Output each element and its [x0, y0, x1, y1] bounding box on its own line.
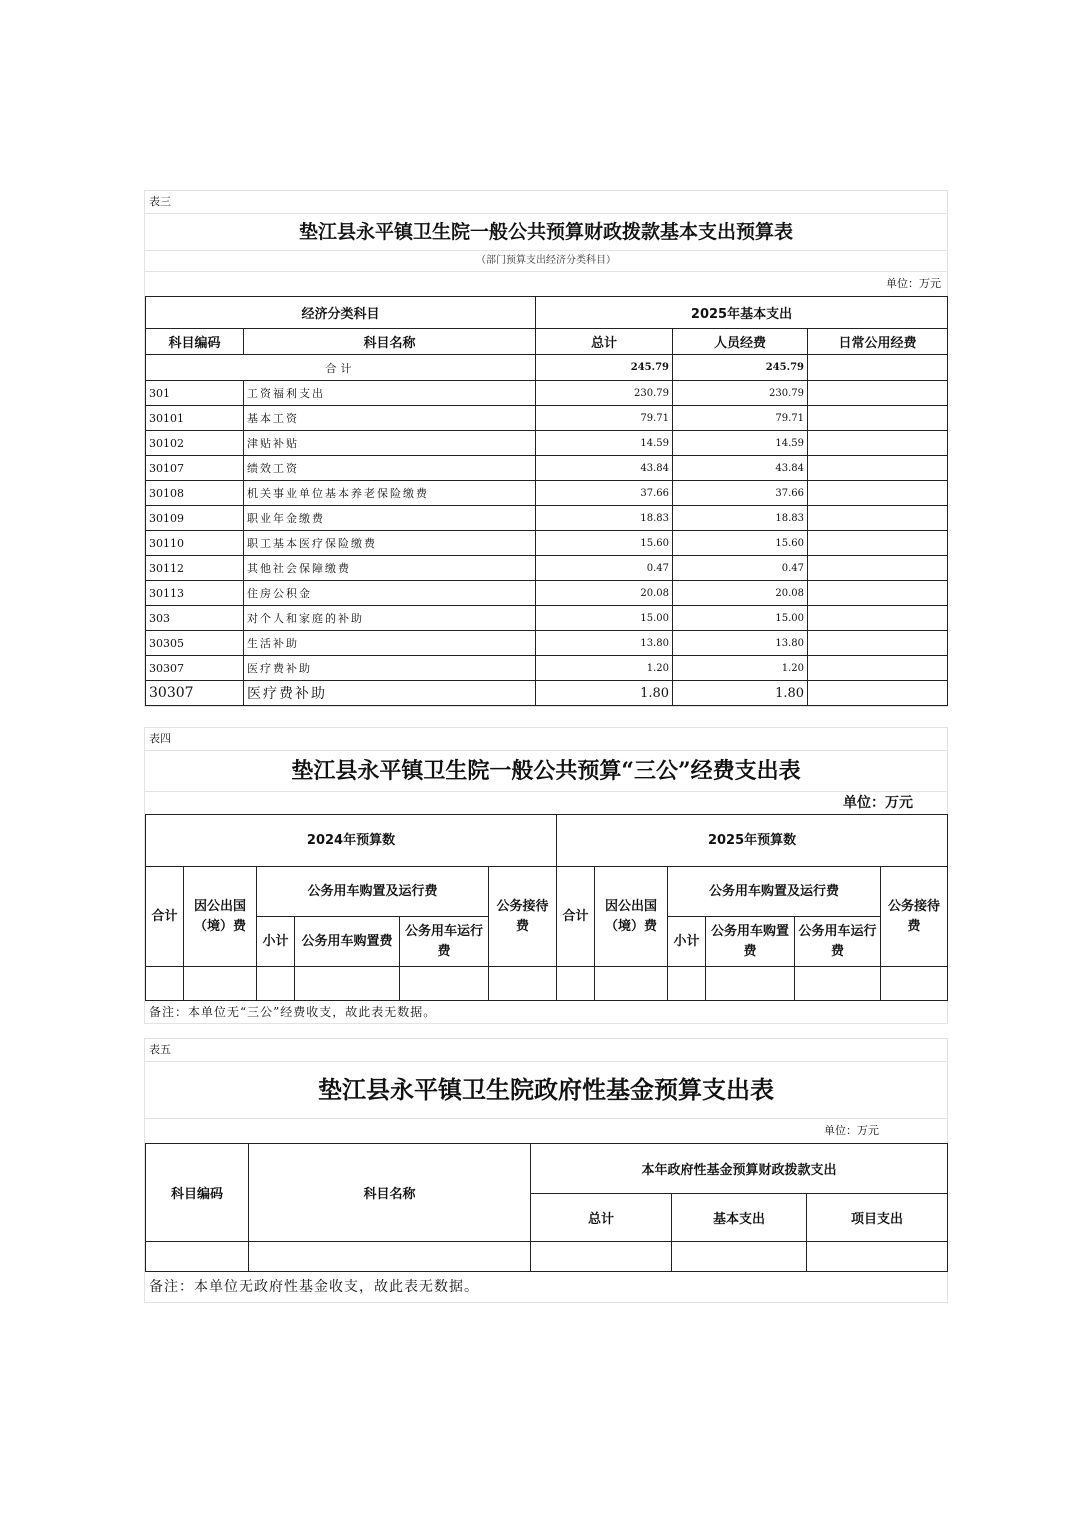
row-code: 30307	[146, 656, 244, 681]
abroad-2025-header: 因公出国（境）费	[595, 867, 668, 967]
row-personnel: 0.47	[673, 556, 808, 581]
row-public	[808, 381, 948, 406]
row-public	[808, 481, 948, 506]
row-public	[808, 581, 948, 606]
row-name: 绩效工资	[244, 456, 536, 481]
total-total: 245.79	[536, 355, 673, 381]
row-total: 15.00	[536, 606, 673, 631]
col-name-header: 科目名称	[249, 1144, 531, 1242]
table-3-tag: 表三	[145, 191, 947, 214]
vehicle-2025-header: 公务用车购置及运行费	[668, 867, 881, 917]
row-public	[808, 656, 948, 681]
row-code: 30112	[146, 556, 244, 581]
row-personnel: 18.83	[673, 506, 808, 531]
col-code-header: 科目编码	[146, 1144, 249, 1242]
row-name: 职工基本医疗保险缴费	[244, 531, 536, 556]
row-total: 43.84	[536, 456, 673, 481]
row-code: 30113	[146, 581, 244, 606]
row-personnel: 15.60	[673, 531, 808, 556]
economic-category-header: 经济分类科目	[146, 297, 536, 329]
purchase-2024-header: 公务用车购置费	[295, 917, 400, 967]
abroad-2024-header: 因公出国（境）费	[184, 867, 257, 967]
row-personnel: 1.20	[673, 656, 808, 681]
basic-expenditure-table	[145, 296, 948, 706]
row-total: 20.08	[536, 581, 673, 606]
total-public	[808, 355, 948, 381]
table-4-title: 垫江县永平镇卫生院一般公共预算“三公”经费支出表	[145, 751, 947, 792]
operation-2025-header: 公务用车运行费	[795, 917, 881, 967]
row-code: 301	[146, 381, 244, 406]
row-code: 30102	[146, 431, 244, 456]
row-code: 30109	[146, 506, 244, 531]
row-name: 工资福利支出	[244, 381, 536, 406]
row-personnel: 1.80	[673, 681, 808, 706]
col-name-header: 科目名称	[244, 329, 536, 355]
total-personnel: 245.79	[673, 355, 808, 381]
row-total: 14.59	[536, 431, 673, 456]
row-public	[808, 406, 948, 431]
row-total: 15.60	[536, 531, 673, 556]
row-total: 37.66	[536, 481, 673, 506]
table-row	[146, 606, 948, 631]
table-3-section	[144, 190, 948, 707]
row-total: 13.80	[536, 631, 673, 656]
table-row	[146, 406, 948, 431]
row-public	[808, 531, 948, 556]
row-name: 机关事业单位基本养老保险缴费	[244, 481, 536, 506]
col-total-header: 总计	[536, 329, 673, 355]
table-5-tag: 表五	[145, 1039, 947, 1062]
row-public	[808, 506, 948, 531]
table-4-unit: 单位：万元	[843, 795, 913, 811]
table-row	[146, 481, 948, 506]
row-code: 30108	[146, 481, 244, 506]
row-code: 303	[146, 606, 244, 631]
budget-2024-header: 2024年预算数	[146, 815, 557, 867]
table-row	[146, 381, 948, 406]
col-public-header: 日常公用经费	[808, 329, 948, 355]
row-public	[808, 456, 948, 481]
row-personnel: 79.71	[673, 406, 808, 431]
row-total: 1.80	[536, 681, 673, 706]
col-personnel-header: 人员经费	[673, 329, 808, 355]
table-3-body	[146, 381, 948, 706]
three-public-expenses-table	[145, 814, 948, 1001]
table-row	[146, 631, 948, 656]
table-4-note: 备注：本单位无“三公”经费收支，故此表无数据。	[149, 1005, 437, 1019]
col-project-header: 项目支出	[807, 1194, 948, 1242]
table-row	[146, 681, 948, 706]
table-3-subtitle: （部门预算支出经济分类科目）	[145, 251, 947, 272]
row-code: 30305	[146, 631, 244, 656]
row-total: 79.71	[536, 406, 673, 431]
empty-data-row	[146, 967, 948, 1001]
row-personnel: 13.80	[673, 631, 808, 656]
row-name: 医疗费补助	[244, 681, 536, 706]
reception-2024-header: 公务接待费	[489, 867, 557, 967]
row-personnel: 14.59	[673, 431, 808, 456]
row-name: 医疗费补助	[244, 656, 536, 681]
table-row	[146, 456, 948, 481]
table-5-unit: 单位：万元	[824, 1124, 879, 1137]
row-personnel: 43.84	[673, 456, 808, 481]
row-personnel: 230.79	[673, 381, 808, 406]
total-row	[146, 355, 948, 381]
budget-2025-header: 2025年预算数	[557, 815, 948, 867]
basic-expenditure-2025-header: 2025年基本支出	[536, 297, 948, 329]
row-name: 津贴补贴	[244, 431, 536, 456]
fund-group-header: 本年政府性基金预算财政拨款支出	[531, 1144, 948, 1194]
operation-2024-header: 公务用车运行费	[400, 917, 489, 967]
row-personnel: 15.00	[673, 606, 808, 631]
reception-2025-header: 公务接待费	[881, 867, 948, 967]
subtotal-2024-header: 小计	[257, 917, 295, 967]
table-5-section	[144, 1038, 948, 1303]
row-name: 职业年金缴费	[244, 506, 536, 531]
row-code: 30307	[146, 681, 244, 706]
row-name: 对个人和家庭的补助	[244, 606, 536, 631]
subtotal-2025-header: 小计	[668, 917, 706, 967]
vehicle-2024-header: 公务用车购置及运行费	[257, 867, 489, 917]
row-code: 30101	[146, 406, 244, 431]
row-public	[808, 606, 948, 631]
row-public	[808, 431, 948, 456]
row-code: 30110	[146, 531, 244, 556]
table-row	[146, 506, 948, 531]
purchase-2025-header: 公务用车购置费	[706, 917, 795, 967]
total-2025-header: 合计	[557, 867, 595, 967]
total-label: 合计	[146, 355, 536, 381]
table-5-title: 垫江县永平镇卫生院政府性基金预算支出表	[145, 1062, 947, 1119]
row-personnel: 20.08	[673, 581, 808, 606]
row-total: 18.83	[536, 506, 673, 531]
row-name: 基本工资	[244, 406, 536, 431]
row-public	[808, 681, 948, 706]
row-name: 其他社会保障缴费	[244, 556, 536, 581]
table-5-note: 备注：本单位无政府性基金收支，故此表无数据。	[149, 1279, 479, 1295]
table-3-title: 垫江县永平镇卫生院一般公共预算财政拨款基本支出预算表	[145, 214, 947, 251]
row-code: 30107	[146, 456, 244, 481]
government-fund-table	[145, 1143, 948, 1272]
row-name: 生活补助	[244, 631, 536, 656]
col-basic-header: 基本支出	[672, 1194, 807, 1242]
row-public	[808, 631, 948, 656]
table-4-tag: 表四	[145, 728, 947, 751]
row-total: 1.20	[536, 656, 673, 681]
empty-data-row	[146, 1242, 948, 1272]
row-name: 住房公积金	[244, 581, 536, 606]
row-total: 0.47	[536, 556, 673, 581]
row-total: 230.79	[536, 381, 673, 406]
col-code-header: 科目编码	[146, 329, 244, 355]
table-row	[146, 531, 948, 556]
table-3-unit: 单位：万元	[886, 277, 941, 290]
table-row	[146, 581, 948, 606]
table-row	[146, 431, 948, 456]
total-2024-header: 合计	[146, 867, 184, 967]
table-4-section	[144, 727, 948, 1024]
row-personnel: 37.66	[673, 481, 808, 506]
table-row	[146, 556, 948, 581]
table-row	[146, 656, 948, 681]
row-public	[808, 556, 948, 581]
col-total-header: 总计	[531, 1194, 672, 1242]
